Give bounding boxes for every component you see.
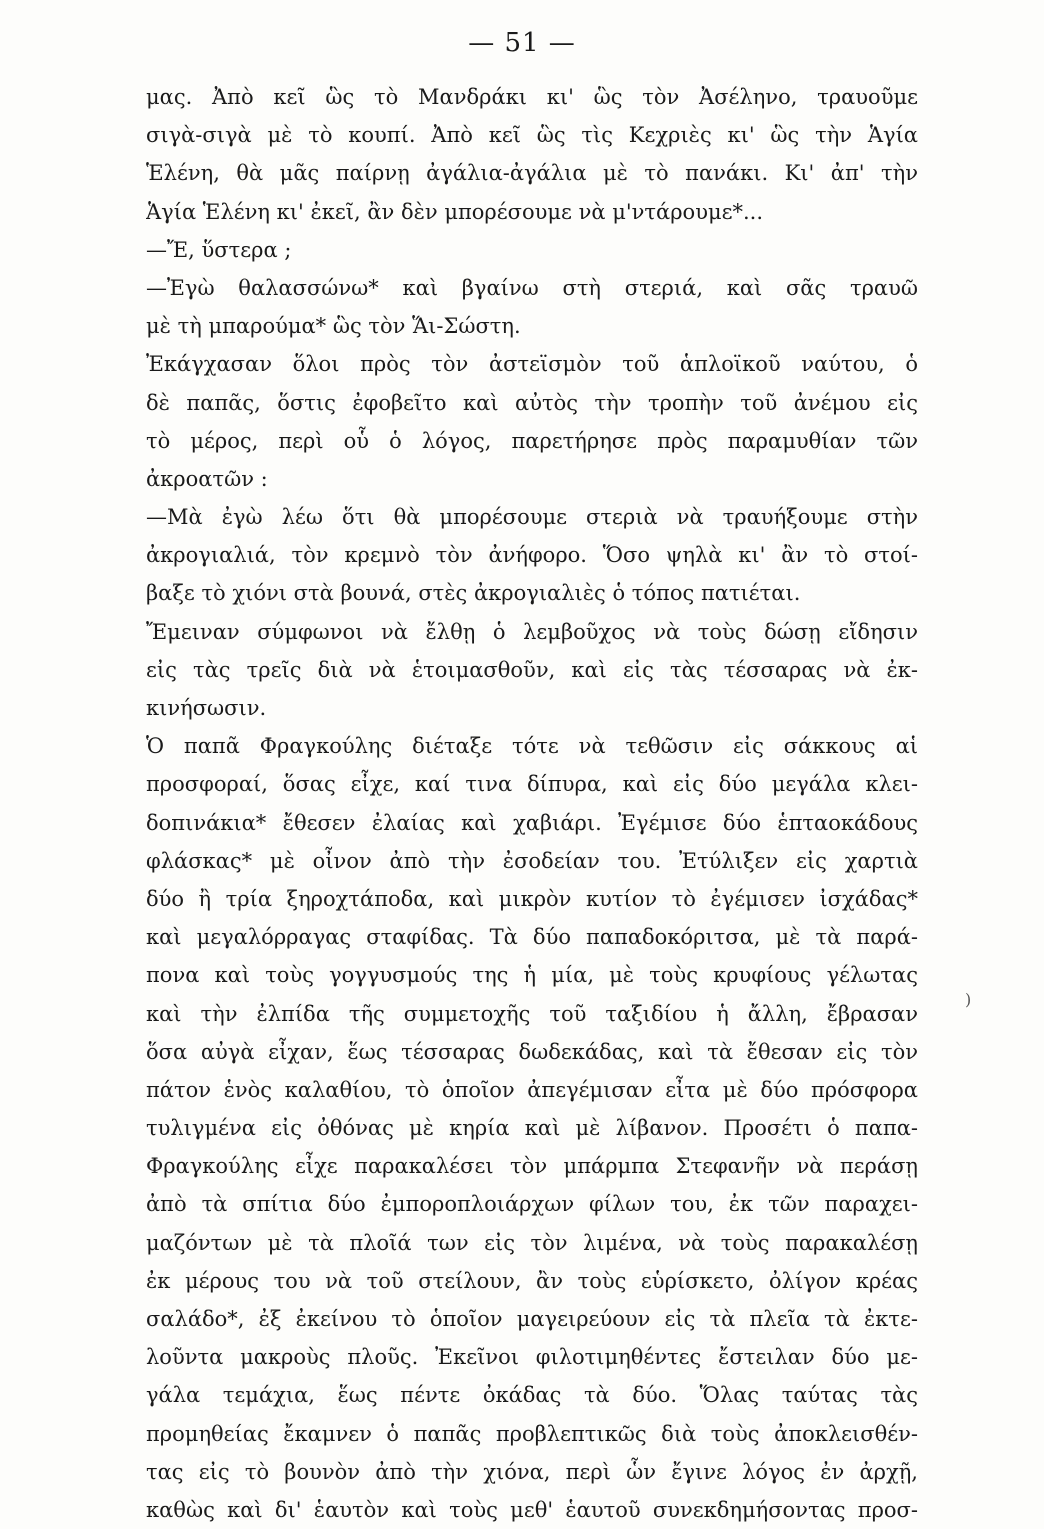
text-line: Φραγκούλης εἶχε παρακαλέσει τὸν μπάρμπα Στεφανῆν νὰ περάσῃ (146, 1154, 918, 1179)
text-line: —Ἐγὼ θαλασσώνω* καὶ βγαίνω στὴ στεριά, καὶ σᾶς τραυῶ (146, 275, 918, 300)
text-line: τὸ μέρος, περὶ οὗ ὁ λόγος, παρετήρησε πρὸς παραμυθίαν τῶν (146, 428, 918, 453)
text-line: καὶ τὴν ἐλπίδα τῆς συμμετοχῆς τοῦ ταξιδίου ἡ ἄλλη, ἔβρασαν (146, 1001, 918, 1026)
text-line: πάτον ἑνὸς καλαθίου, τὸ ὁποῖον ἀπεγέμισαν εἶτα μὲ δύο πρόσφορα (146, 1077, 918, 1102)
text-line: εἰς τὰς τρεῖς διὰ νὰ ἑτοιμασθοῦν, καὶ εἰς τὰς τέσσαρας νὰ ἐκ- (146, 657, 918, 682)
text-line: σαλάδο*, ἐξ ἐκείνου τὸ ὁποῖον μαγειρεύουν εἰς τὰ πλεῖα τὰ ἐκτε- (146, 1307, 918, 1331)
text-line: δὲ παπᾶς, ὅστις ἐφοβεῖτο καὶ αὐτὸς τὴν τροπὴν τοῦ ἀνέμου εἰς (146, 390, 918, 415)
text-line: τας εἰς τὸ βουνὸν ἀπὸ τὴν χιόνα, περὶ ὧν ἔγινε λόγος ἐν ἀρχῇ, (146, 1459, 918, 1484)
text-line: βαξε τὸ χιόνι στὰ βουνά, στὲς ἀκρογιαλιὲς ὁ τόπος πατιέται. (146, 581, 801, 606)
text-line: —Ἔ, ὕστερα ; (146, 237, 292, 262)
text-line: μὲ τὴ μπαρούμα* ὣς τὸν Ἅι-Σώστη. (146, 314, 521, 339)
text-line: μας. Ἀπὸ κεῖ ὣς τὸ Μανδράκι κι' ὣς τὸν Ἀσέληνο, τραυοῦμε (146, 85, 918, 109)
text-line: ὅσα αὐγὰ εἶχαν, ἕως τέσσαρας δωδεκάδας, καὶ τὰ ἔθεσαν εἰς τὸν (146, 1039, 918, 1064)
text-line: σιγὰ-σιγὰ μὲ τὸ κουπί. Ἀπὸ κεῖ ὣς τὶς Κεχριὲς κι' ὣς τὴν Ἁγία (146, 123, 918, 148)
text-line: Ἔμειναν σύμφωνοι νὰ ἔλθῃ ὁ λεμβοῦχος νὰ τοὺς δώσῃ εἴδησιν (146, 619, 918, 644)
text-line: ἀκρογιαλιά, τὸν κρεμνὸ τὸν ἀνήφορο. Ὅσο ψηλὰ κι' ἂν τὸ στοί- (146, 543, 918, 568)
text-line: Ἁγία Ἑλένη κι' ἐκεῖ, ἂν δὲν μπορέσουμε νὰ μ'ντάρουμε*... (146, 199, 764, 224)
text-line: μαζόντων μὲ τὰ πλοῖά των εἰς τὸν λιμένα, νὰ τοὺς παρακαλέσῃ (146, 1230, 918, 1255)
text-line: Ὁ παπᾶ Φραγκούλης διέταξε τότε νὰ τεθῶσιν εἰς σάκκους αἱ (146, 734, 918, 759)
text-line: —Μὰ ἐγὼ λέω ὅτι θὰ μπορέσουμε στεριὰ νὰ τραυήξουμε στὴν (146, 505, 918, 530)
text-line: ἀκροατῶν : (146, 466, 268, 491)
body-text (146, 78, 918, 1529)
text-line: γάλα τεμάχια, ἕως πέντε ὀκάδας τὰ δύο. Ὅλας ταύτας τὰς (146, 1383, 918, 1408)
text-line: τυλιγμένα εἰς ὀθόνας μὲ κηρία καὶ μὲ λίβανον. Προσέτι ὁ παπα- (146, 1116, 918, 1141)
page-number: — 51 — (468, 28, 576, 58)
text-line: δύο ἢ τρία ξηροχτάποδα, καὶ μικρὸν κυτίον τὸ ἐγέμισεν ἰσχάδας* (146, 886, 918, 911)
text-line: φλάσκας* μὲ οἶνον ἀπὸ τὴν ἐσοδείαν του. Ἐτύλιξεν εἰς χαρτιὰ (146, 848, 918, 873)
text-line: δοπινάκια* ἔθεσεν ἐλαίας καὶ χαβιάρι. Ἐγέμισε δύο ἑπταοκάδους (146, 810, 918, 835)
text-line: κινήσωσιν. (146, 696, 267, 720)
text-line: λοῦντα μακροὺς πλοῦς. Ἐκεῖνοι φιλοτιμηθέντες ἔστειλαν δύο με- (146, 1345, 918, 1370)
text-line: προμηθείας ἔκαμνεν ὁ παπᾶς προβλεπτικῶς διὰ τοὺς ἀποκλεισθέν- (146, 1421, 918, 1446)
text-line: καὶ μεγαλόρραγας σταφίδας. Τὰ δύο παπαδοκόριτσα, μὲ τὰ παρά- (146, 925, 918, 950)
text-line: Ἑλένη, θὰ μᾶς παίρνῃ ἀγάλια-ἀγάλια μὲ τὸ πανάκι. Κι' ἀπ' τὴν (146, 161, 918, 186)
text-line: ἐκ μέρους του νὰ τοῦ στείλουν, ἂν τοὺς εὑρίσκετο, ὀλίγον κρέας (146, 1268, 918, 1293)
margin-mark: ) (965, 990, 972, 1009)
text-line: Ἐκάγχασαν ὅλοι πρὸς τὸν ἀστεϊσμὸν τοῦ ἁπλοϊκοῦ ναύτου, ὁ (146, 352, 918, 377)
text-line: καθὼς καὶ δι' ἑαυτὸν καὶ τοὺς μεθ' ἑαυτοῦ συνεκδημήσοντας προσ- (146, 1497, 918, 1522)
text-line: πονα καὶ τοὺς γογγυσμούς της ἡ μία, μὲ τοὺς κρυφίους γέλωτας (146, 963, 918, 988)
text-line: προσφοραί, ὅσας εἶχε, καί τινα δίπυρα, καὶ εἰς δύο μεγάλα κλει- (146, 772, 918, 797)
text-line: ἀπὸ τὰ σπίτια δύο ἐμποροπλοιάρχων φίλων του, ἐκ τῶν παραχει- (146, 1192, 918, 1217)
